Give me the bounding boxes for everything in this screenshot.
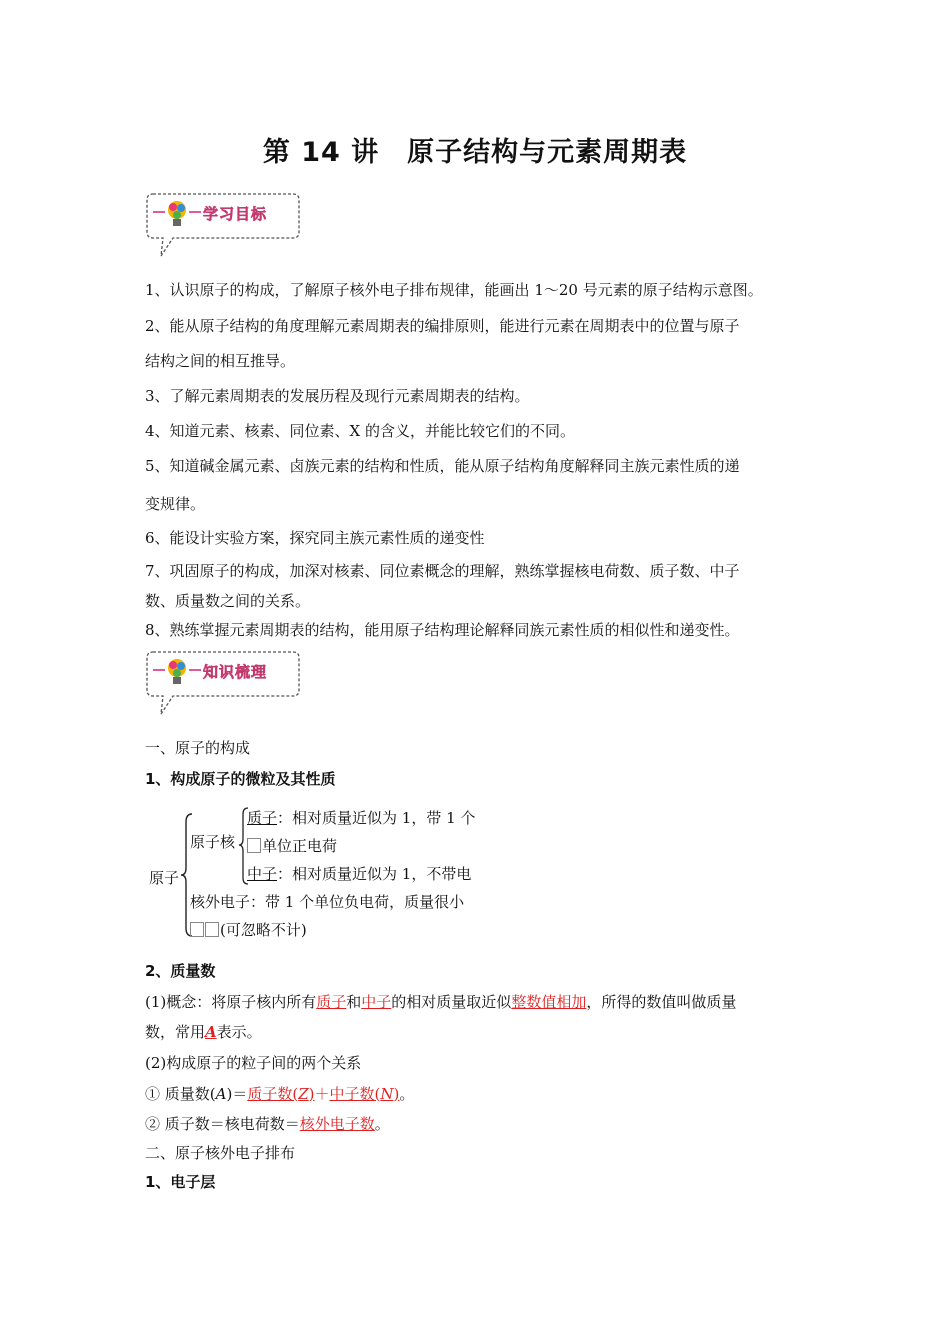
- section-heading: 二、原子核外电子排布: [145, 1144, 296, 1162]
- symbol-z: Z: [298, 1085, 309, 1103]
- diagram-atom-label: 原子: [149, 869, 180, 887]
- objectives-banner-label: 学习目标: [203, 205, 268, 223]
- answer-blank: 整数值相加: [511, 993, 587, 1011]
- relation-2: [145, 1114, 390, 1134]
- concept-text: ，所得的数值叫做质量: [586, 993, 737, 1011]
- diagram-nucleus-label: 原子核: [190, 833, 236, 851]
- concept-text: 表示。: [216, 1023, 262, 1041]
- answer-blank: [330, 1085, 400, 1103]
- neutron-description: ：相对质量近似为 1，不带电: [277, 865, 472, 883]
- subsection-heading: 2、质量数: [145, 962, 216, 980]
- objective-item: 5、知道碱金属元素、卤族元素的结构和性质，能从原子结构角度解释同主族元素性质的递: [145, 457, 740, 475]
- speech-bubble-icon: [143, 648, 303, 718]
- relations-heading: (2)构成原子的粒子间的两个关系: [145, 1054, 362, 1072]
- section-heading: 一、原子的构成: [145, 739, 251, 757]
- relation-text: ② 质子数＝核电荷数＝: [145, 1115, 300, 1133]
- relation-text: ① 质量数(: [145, 1085, 216, 1103]
- answer-blank: [247, 1085, 314, 1103]
- diagram-proton-line-2: [247, 836, 337, 856]
- answer-blank: 中子: [361, 993, 392, 1011]
- concept-text: 和: [346, 993, 362, 1011]
- objective-item: 2、能从原子结构的角度理解元素周期表的编排原则，能进行元素在周期表中的位置与原子: [145, 317, 740, 335]
- answer-blank: 核外电子数: [299, 1115, 375, 1133]
- mass-number-concept-cont: [145, 1022, 262, 1042]
- answer-blank: A: [205, 1023, 217, 1041]
- diagram-proton-line: [247, 808, 475, 828]
- placeholder-box-icon: [190, 922, 204, 937]
- symbol-n: N: [380, 1085, 394, 1103]
- relation-answer-text: 中子数(: [329, 1085, 381, 1103]
- answer-blank: 质子: [316, 993, 347, 1011]
- knowledge-banner-label: 知识梳理: [203, 663, 268, 681]
- relation-answer-text: ): [308, 1085, 315, 1103]
- relation-text: 。: [374, 1115, 390, 1133]
- objective-item: 8、熟练掌握元素周期表的结构，能用原子结构理论解释同族元素性质的相似性和递变性。: [145, 621, 740, 639]
- electron-description-cont: (可忽略不计): [220, 921, 307, 939]
- symbol-a: A: [215, 1085, 227, 1103]
- placeholder-box-icon: [205, 922, 219, 937]
- relation-answer-text: 质子数(: [247, 1085, 299, 1103]
- proton-term: 质子: [247, 809, 278, 827]
- page-title: 第 14 讲 原子结构与元素周期表: [262, 137, 688, 168]
- proton-description-cont: 单位正电荷: [262, 837, 338, 855]
- plus-sign: ＋: [314, 1085, 330, 1103]
- speech-bubble-icon: [143, 190, 303, 260]
- objective-item: 6、能设计实验方案，探究同主族元素性质的递变性: [145, 529, 485, 547]
- mass-number-concept: [145, 992, 736, 1012]
- concept-text: (1)概念：将原子核内所有: [145, 993, 317, 1011]
- diagram-electron-line-2: [190, 920, 307, 940]
- concept-text: 的相对质量取近似: [391, 993, 512, 1011]
- concept-text: 数，常用: [145, 1023, 206, 1041]
- objectives-banner: [143, 190, 303, 260]
- diagram-electron-line: 核外电子：带 1 个单位负电荷，质量很小: [190, 893, 465, 911]
- subsection-heading: 1、构成原子的微粒及其性质: [145, 770, 336, 788]
- relation-1: [145, 1084, 414, 1104]
- proton-description: ：相对质量近似为 1，带 1 个: [277, 809, 476, 827]
- relation-text: )＝: [226, 1085, 248, 1103]
- knowledge-banner: [143, 648, 303, 718]
- objective-item: 变规律。: [145, 495, 206, 513]
- relation-answer-text: ): [393, 1085, 400, 1103]
- objective-item: 数、质量数之间的关系。: [145, 592, 311, 610]
- subsection-heading: 1、电子层: [145, 1173, 216, 1191]
- objective-item: 3、了解元素周期表的发展历程及现行元素周期表的结构。: [145, 387, 530, 405]
- objective-item: 4、知道元素、核素、同位素、X 的含义，并能比较它们的不同。: [145, 422, 575, 440]
- objective-item: 结构之间的相互推导。: [145, 352, 296, 370]
- neutron-term: 中子: [247, 865, 278, 883]
- objective-item: 7、巩固原子的构成，加深对核素、同位素概念的理解，熟练掌握核电荷数、质子数、中子: [145, 562, 740, 580]
- placeholder-box-icon: [247, 838, 261, 853]
- relation-text: 。: [399, 1085, 415, 1103]
- diagram-neutron-line: [247, 864, 471, 884]
- objective-item: 1、认识原子的构成，了解原子核外电子排布规律，能画出 1～20 号元素的原子结构示意图。: [145, 281, 763, 299]
